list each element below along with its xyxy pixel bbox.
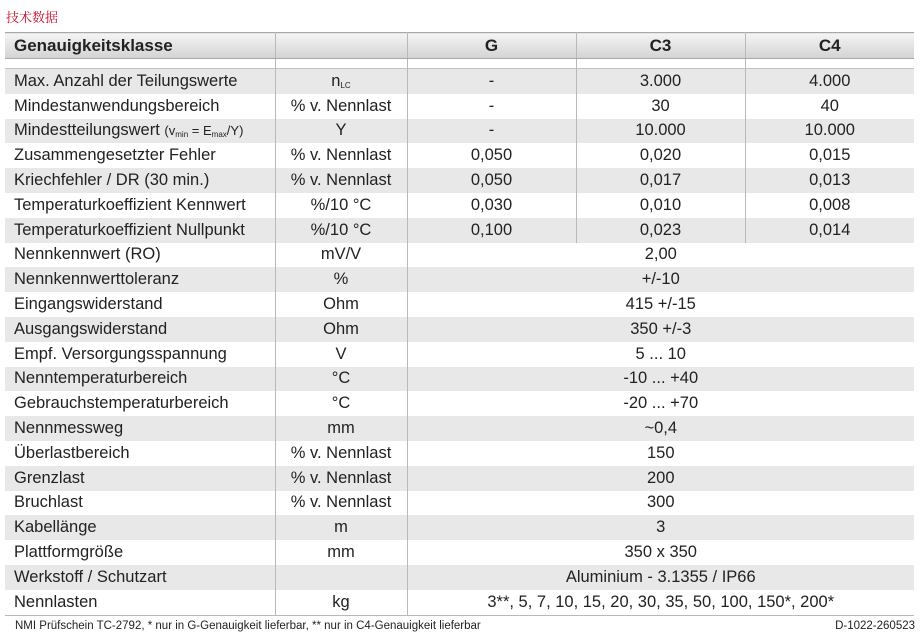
row-label: Nennkennwert (RO) <box>5 243 275 268</box>
row-label: Nennlasten <box>5 590 275 615</box>
row-label <box>5 119 275 144</box>
row-value: +/-10 <box>407 267 914 292</box>
row-label-formula: $(v_{min} = E_{max}/Y)$ <box>164 123 244 140</box>
table-header-row <box>5 33 914 59</box>
row-value-g: 0,050 <box>407 168 576 193</box>
row-value-c3: 0,020 <box>576 143 745 168</box>
table-row <box>5 94 914 119</box>
table-row <box>5 540 914 565</box>
header-label: Genauigkeitsklasse <box>5 33 275 59</box>
row-value-g: 0,030 <box>407 193 576 218</box>
header-class-g: G <box>407 33 576 59</box>
table-row <box>5 590 914 615</box>
table-row <box>5 515 914 540</box>
row-value-g: - <box>407 69 576 94</box>
row-value-c3: 0,010 <box>576 193 745 218</box>
row-label: Mindestanwendungsbereich <box>5 94 275 119</box>
row-unit: °C <box>275 367 407 392</box>
row-label: Werkstoff / Schutzart <box>5 565 275 590</box>
row-value-c4: 0,015 <box>745 143 914 168</box>
row-unit: mm <box>275 540 407 565</box>
row-unit <box>275 69 407 94</box>
row-value-c3: 30 <box>576 94 745 119</box>
table-row <box>5 416 914 441</box>
header-class-c4: C4 <box>745 33 914 59</box>
row-label: Bruchlast <box>5 491 275 516</box>
row-label: Zusammengesetzter Fehler <box>5 143 275 168</box>
header-spacer <box>5 59 914 69</box>
row-value: -10 ... +40 <box>407 367 914 392</box>
row-value: 3 <box>407 515 914 540</box>
row-unit: %/10 °C <box>275 218 407 243</box>
row-unit <box>275 565 407 590</box>
row-value-g: - <box>407 119 576 144</box>
row-label: Überlastbereich <box>5 441 275 466</box>
row-unit: % v. Nennlast <box>275 491 407 516</box>
row-unit: m <box>275 515 407 540</box>
row-value: 350 +/-3 <box>407 317 914 342</box>
row-unit: Y <box>275 119 407 144</box>
row-value-c4: 10.000 <box>745 119 914 144</box>
row-value-g: - <box>407 94 576 119</box>
row-unit: V <box>275 342 407 367</box>
row-value-c4: 4.000 <box>745 69 914 94</box>
table-row <box>5 441 914 466</box>
page-title: 技术数据 <box>6 11 59 26</box>
row-unit: % <box>275 267 407 292</box>
row-value: 200 <box>407 466 914 491</box>
row-label: Nennkennwerttoleranz <box>5 267 275 292</box>
table-row <box>5 143 914 168</box>
row-unit: % v. Nennlast <box>275 441 407 466</box>
table-row <box>5 69 914 94</box>
table-row <box>5 342 914 367</box>
row-unit: % v. Nennlast <box>275 143 407 168</box>
row-label: Ausgangswiderstand <box>5 317 275 342</box>
header-unit <box>275 33 407 59</box>
table-row <box>5 391 914 416</box>
row-label: Kriechfehler / DR (30 min.) <box>5 168 275 193</box>
header-class-c3: C3 <box>576 33 745 59</box>
row-value-c3: 3.000 <box>576 69 745 94</box>
row-value: 5 ... 10 <box>407 342 914 367</box>
row-value-g: 0,100 <box>407 218 576 243</box>
row-label: Empf. Versorgungsspannung <box>5 342 275 367</box>
row-value-c4: 0,008 <box>745 193 914 218</box>
table-row <box>5 168 914 193</box>
row-value-c3: 0,017 <box>576 168 745 193</box>
row-label: Gebrauchstemperaturbereich <box>5 391 275 416</box>
row-unit: % v. Nennlast <box>275 168 407 193</box>
table-row <box>5 317 914 342</box>
footnote: NMI Prüfschein TC-2792, * nur in G-Genauigkeit lieferbar, ** nur in C4-Genauigkeit lieferbar <box>15 620 481 632</box>
row-value: 350 x 350 <box>407 540 914 565</box>
row-unit: % v. Nennlast <box>275 94 407 119</box>
row-label: Grenzlast <box>5 466 275 491</box>
row-label: Temperaturkoeffizient Nullpunkt <box>5 218 275 243</box>
row-unit: %/10 °C <box>275 193 407 218</box>
table-row <box>5 367 914 392</box>
table-row <box>5 292 914 317</box>
document-id: D-1022-260523 <box>835 620 915 632</box>
row-value: Aluminium - 3.1355 / IP66 <box>407 565 914 590</box>
table-row <box>5 267 914 292</box>
row-value: 150 <box>407 441 914 466</box>
row-label: Eingangswiderstand <box>5 292 275 317</box>
row-unit: Ohm <box>275 292 407 317</box>
row-unit: °C <box>275 391 407 416</box>
unit-subscript: LC <box>340 80 351 90</box>
table-row <box>5 466 914 491</box>
row-label-main: Mindestteilungswert <box>14 121 160 140</box>
row-value: -20 ... +70 <box>407 391 914 416</box>
row-value: 3**, 5, 7, 10, 15, 20, 30, 35, 50, 100, 150*, 200* <box>407 590 914 615</box>
row-unit: mV/V <box>275 243 407 268</box>
table-row <box>5 243 914 268</box>
row-value-c3: 10.000 <box>576 119 745 144</box>
row-value-c4: 40 <box>745 94 914 119</box>
row-unit: % v. Nennlast <box>275 466 407 491</box>
row-unit: mm <box>275 416 407 441</box>
spec-table <box>5 32 914 616</box>
row-value: 415 +/-15 <box>407 292 914 317</box>
table-row <box>5 119 914 144</box>
row-unit: Ohm <box>275 317 407 342</box>
table-row <box>5 491 914 516</box>
row-value-c3: 0,023 <box>576 218 745 243</box>
row-label: Nenntemperaturbereich <box>5 367 275 392</box>
row-label: Temperaturkoeffizient Kennwert <box>5 193 275 218</box>
row-value: 300 <box>407 491 914 516</box>
row-value-g: 0,050 <box>407 143 576 168</box>
row-value-c4: 0,014 <box>745 218 914 243</box>
unit-main: n <box>331 71 341 90</box>
table-row <box>5 218 914 243</box>
table-row <box>5 565 914 590</box>
row-label: Max. Anzahl der Teilungswerte <box>5 69 275 94</box>
row-value: 2,00 <box>407 243 914 268</box>
row-unit: kg <box>275 590 407 615</box>
row-label: Nennmessweg <box>5 416 275 441</box>
row-value-c4: 0,013 <box>745 168 914 193</box>
table-row <box>5 193 914 218</box>
row-value: ~0,4 <box>407 416 914 441</box>
row-label: Kabellänge <box>5 515 275 540</box>
row-label: Plattformgröße <box>5 540 275 565</box>
